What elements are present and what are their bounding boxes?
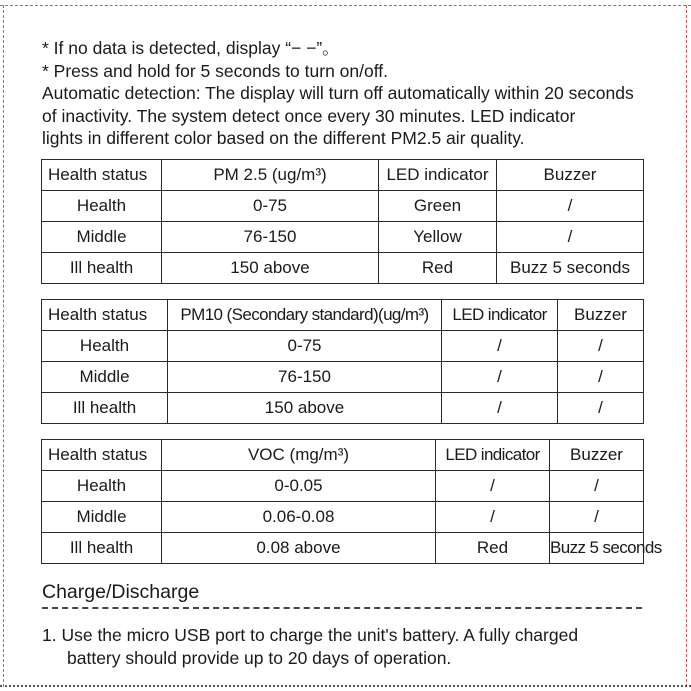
cell-led: / bbox=[442, 393, 558, 424]
cell-buzzer: / bbox=[558, 331, 644, 362]
cell-buzzer: / bbox=[550, 502, 644, 533]
table-row bbox=[42, 502, 644, 533]
note-auto-detect-3: lights in different color based on the different PM2.5 air quality. bbox=[42, 128, 525, 148]
cell-range: 0-0.05 bbox=[162, 471, 436, 502]
note-no-data: * If no data is detected, display “− −”。 bbox=[42, 38, 340, 58]
header-buzzer: Buzzer bbox=[550, 440, 644, 471]
intro-notes bbox=[42, 37, 662, 150]
table-row bbox=[42, 533, 644, 564]
cell-buzzer: Buzz 5 seconds bbox=[497, 253, 644, 284]
page-border-bottom bbox=[0, 685, 691, 687]
cell-status: Middle bbox=[42, 502, 162, 533]
charge-section-title: Charge/Discharge bbox=[42, 581, 200, 603]
header-led: LED indicator bbox=[442, 300, 558, 331]
cell-range: 150 above bbox=[168, 393, 442, 424]
cell-status: Middle bbox=[42, 362, 168, 393]
page-border-top bbox=[0, 5, 691, 6]
cell-led: Yellow bbox=[379, 222, 497, 253]
cell-led: Green bbox=[379, 191, 497, 222]
cell-led: / bbox=[436, 502, 550, 533]
header-health-status: Health status bbox=[42, 440, 162, 471]
cell-buzzer: / bbox=[558, 362, 644, 393]
header-buzzer: Buzzer bbox=[497, 160, 644, 191]
header-led: LED indicator bbox=[436, 440, 550, 471]
cell-range: 150 above bbox=[162, 253, 379, 284]
cell-led: Red bbox=[379, 253, 497, 284]
header-voc: VOC (mg/m³) bbox=[162, 440, 436, 471]
cell-status: Health bbox=[42, 471, 162, 502]
table-row bbox=[42, 191, 644, 222]
cell-led: / bbox=[442, 331, 558, 362]
cell-range: 76-150 bbox=[162, 222, 379, 253]
note-power: * Press and hold for 5 seconds to turn on/off. bbox=[42, 60, 389, 81]
charge-line-1: 1. Use the micro USB port to charge the unit's battery. A fully charged bbox=[42, 625, 579, 645]
table-row bbox=[42, 253, 644, 284]
header-health-status: Health status bbox=[42, 300, 168, 331]
header-health-status: Health status bbox=[42, 160, 162, 191]
pm10-table bbox=[41, 299, 644, 424]
note-auto-detect-1: Automatic detection: The display will turn off automatically within 20 seconds bbox=[42, 83, 634, 103]
cell-status: Middle bbox=[42, 222, 162, 253]
cell-status: Ill health bbox=[42, 533, 162, 564]
charge-instructions bbox=[42, 624, 662, 670]
table-row bbox=[42, 222, 644, 253]
cell-buzzer: / bbox=[497, 191, 644, 222]
cell-led: / bbox=[436, 471, 550, 502]
note-auto-detect-2: of inactivity. The system detect once every 30 minutes. LED indicator bbox=[42, 105, 576, 126]
cell-status: Ill health bbox=[42, 253, 162, 284]
cell-range: 0-75 bbox=[162, 191, 379, 222]
cell-range: 0-75 bbox=[168, 331, 442, 362]
cell-buzzer: / bbox=[558, 393, 644, 424]
cell-buzzer: / bbox=[497, 222, 644, 253]
table-header-row bbox=[42, 300, 644, 331]
header-pm25: PM 2.5 (ug/m³) bbox=[162, 160, 379, 191]
page-border-left bbox=[3, 5, 4, 687]
header-buzzer: Buzzer bbox=[558, 300, 644, 331]
cell-range: 0.08 above bbox=[162, 533, 436, 564]
cell-status: Health bbox=[42, 331, 168, 362]
cell-range: 76-150 bbox=[168, 362, 442, 393]
header-pm10: PM10 (Secondary standard)(ug/m³) bbox=[168, 300, 442, 331]
table-row bbox=[42, 471, 644, 502]
table-header-row bbox=[42, 440, 644, 471]
table-row bbox=[42, 393, 644, 424]
table-header-row bbox=[42, 160, 644, 191]
voc-table bbox=[41, 439, 662, 564]
cell-led: / bbox=[442, 362, 558, 393]
header-led: LED indicator bbox=[379, 160, 497, 191]
cell-range: 0.06-0.08 bbox=[162, 502, 436, 533]
cell-status: Ill health bbox=[42, 393, 168, 424]
cell-buzzer: / bbox=[550, 471, 644, 502]
cell-buzzer: Buzz 5 seconds bbox=[550, 533, 644, 564]
table-row bbox=[42, 362, 644, 393]
cell-status: Health bbox=[42, 191, 162, 222]
table-row bbox=[42, 331, 644, 362]
pm25-table bbox=[41, 159, 644, 284]
charge-line-2: battery should provide up to 20 days of operation. bbox=[67, 648, 452, 668]
page-border-right bbox=[686, 5, 687, 687]
cell-led: Red bbox=[436, 533, 550, 564]
section-divider bbox=[42, 607, 642, 609]
